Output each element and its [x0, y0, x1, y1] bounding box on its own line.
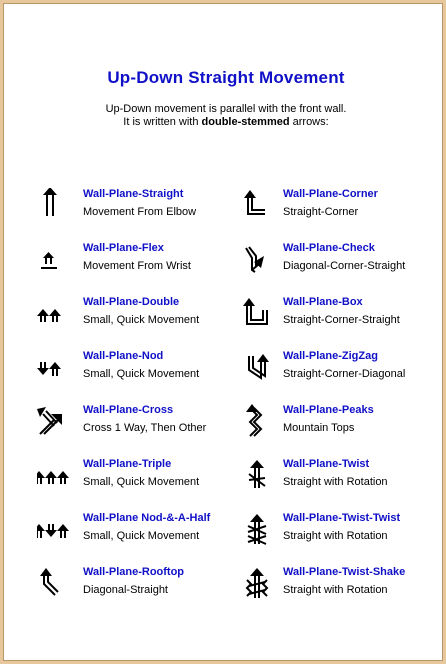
entry-wall-plane-zigzag	[237, 350, 437, 390]
entry-desc: Movement From Elbow	[83, 206, 197, 218]
wall-plane-twist-icon	[237, 458, 271, 498]
wall-plane-zigzag-icon	[237, 350, 271, 390]
entry-desc: Straight with Rotation	[283, 584, 388, 596]
entry-desc: Small, Quick Movement	[83, 476, 200, 488]
wall-plane-twist-shake-icon	[237, 566, 271, 606]
entry-name: Wall-Plane-Corner	[283, 188, 378, 200]
entry-desc: Diagonal-Straight	[83, 584, 168, 596]
entry-name: Wall-Plane-Straight	[83, 188, 184, 200]
entry-name: Wall-Plane-Box	[283, 296, 363, 308]
entry-wall-plane-flex	[37, 242, 237, 282]
entry-wall-plane-check	[237, 242, 437, 282]
entry-name: Wall-Plane-Double	[83, 296, 180, 308]
entry-desc: Straight-Corner	[283, 206, 359, 218]
intro-line-2-start: It is written with	[123, 116, 202, 128]
entry-name: Wall-Plane-Twist-Twist	[283, 512, 401, 524]
entry-desc: Small, Quick Movement	[83, 314, 200, 326]
entry-desc: Diagonal-Corner-Straight	[283, 260, 406, 272]
entry-desc: Mountain Tops	[283, 422, 355, 434]
entry-wall-plane-rooftop	[37, 566, 237, 606]
wall-plane-cross-icon	[37, 404, 71, 444]
entry-name: Wall-Plane-Nod	[83, 350, 164, 362]
entry-name: Wall-Plane-Twist	[283, 458, 370, 470]
entry-name: Wall-Plane-ZigZag	[283, 350, 378, 362]
entry-wall-plane-double	[37, 296, 237, 336]
entry-name: Wall-Plane-Flex	[83, 242, 164, 254]
intro-line-2	[3, 116, 446, 129]
entry-wall-plane-nod	[37, 350, 237, 390]
entry-wall-plane-twist	[237, 458, 437, 498]
entry-desc: Straight-Corner-Straight	[283, 314, 400, 326]
page-title: Up-Down Straight Movement	[107, 68, 345, 87]
entry-wall-plane-twist-twist	[237, 512, 437, 552]
entry-desc: Small, Quick Movement	[83, 530, 200, 542]
entry-desc: Cross 1 Way, Then Other	[83, 422, 207, 434]
entry-wall-plane-twist-shake	[237, 566, 437, 606]
entry-wall-plane-triple	[37, 458, 237, 498]
wall-plane-double-icon	[37, 296, 71, 336]
entry-name: Wall-Plane-Check	[283, 242, 375, 254]
wall-plane-twist-twist-icon	[237, 512, 271, 552]
entry-name: Wall-Plane-Rooftop	[83, 566, 185, 578]
entry-wall-plane-corner	[237, 188, 437, 228]
intro-line-1: Up-Down movement is parallel with the front wall.	[105, 103, 347, 115]
wall-plane-straight-icon	[37, 188, 71, 228]
intro-text	[3, 103, 446, 129]
wall-plane-nod-icon	[37, 350, 71, 390]
entry-wall-plane-nod-and-a-half	[37, 512, 237, 552]
intro-bold-term: double-stemmed	[201, 116, 290, 128]
entry-wall-plane-straight	[37, 188, 237, 228]
wall-plane-flex-icon	[37, 242, 71, 282]
entry-name: Wall-Plane Nod-&-A-Half	[83, 512, 211, 524]
entry-wall-plane-cross	[37, 404, 237, 444]
entry-desc: Straight-Corner-Diagonal	[283, 368, 406, 380]
wall-plane-triple-icon	[37, 458, 71, 498]
entry-desc: Straight with Rotation	[283, 476, 388, 488]
entry-name: Wall-Plane-Peaks	[283, 404, 374, 416]
wall-plane-nod-and-a-half-icon	[37, 512, 71, 552]
entry-name: Wall-Plane-Cross	[83, 404, 174, 416]
entry-name: Wall-Plane-Triple	[83, 458, 172, 470]
intro-line-2-end: arrows:	[289, 116, 329, 128]
entry-desc: Movement From Wrist	[83, 260, 191, 272]
wall-plane-check-icon	[237, 242, 271, 282]
wall-plane-rooftop-icon	[37, 566, 71, 606]
entry-wall-plane-box	[237, 296, 437, 336]
entry-name: Wall-Plane-Twist-Shake	[283, 566, 406, 578]
wall-plane-peaks-icon	[237, 404, 271, 444]
wall-plane-corner-icon	[237, 188, 271, 228]
entry-desc: Straight with Rotation	[283, 530, 388, 542]
wall-plane-box-icon	[237, 296, 271, 336]
entry-desc: Small, Quick Movement	[83, 368, 200, 380]
entry-wall-plane-peaks	[237, 404, 437, 444]
